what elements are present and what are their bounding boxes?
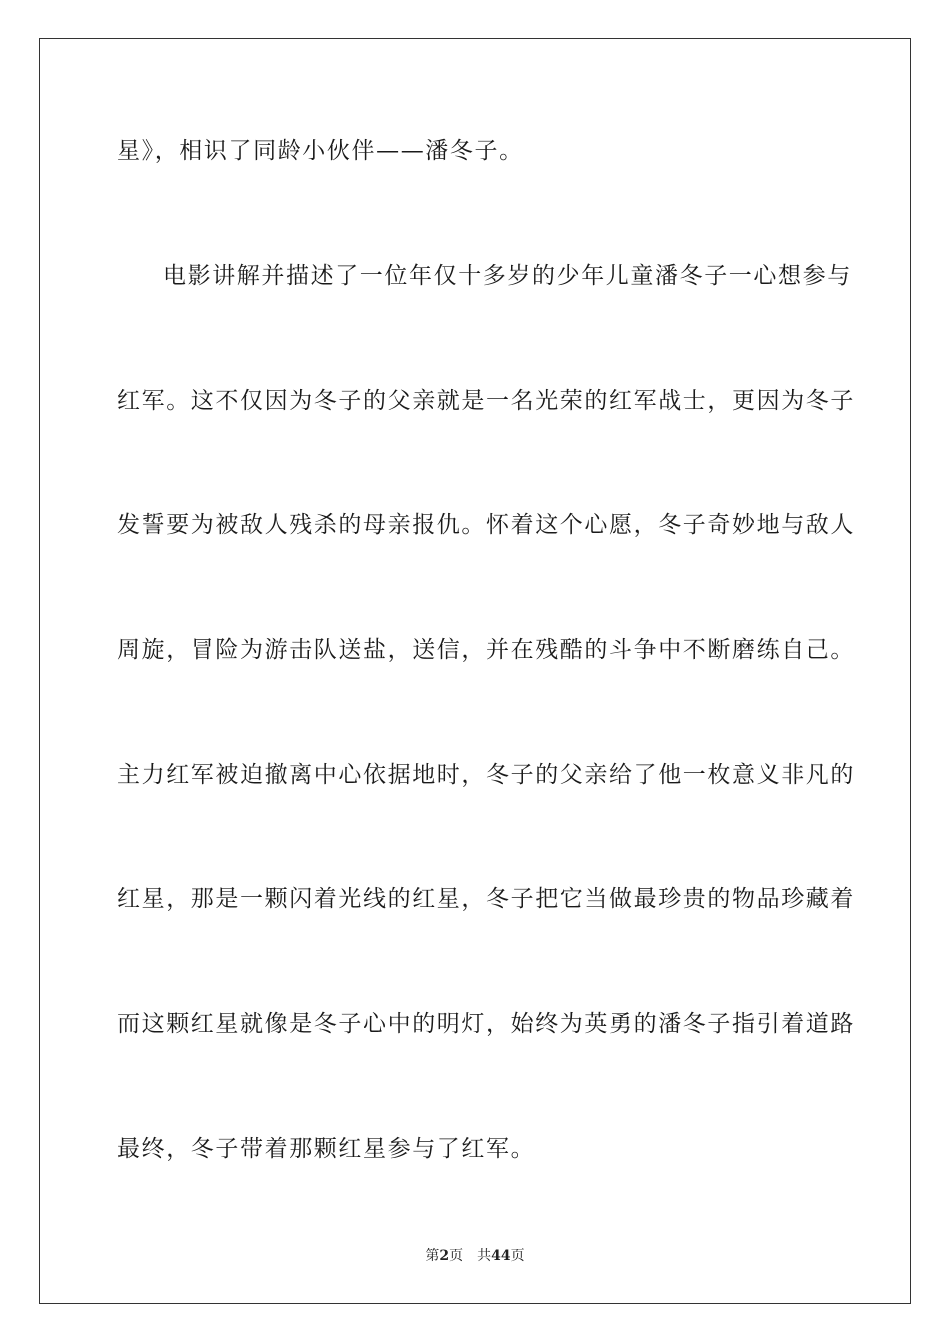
total-suffix: 页 [510, 1248, 525, 1264]
page-footer [0, 1247, 950, 1265]
text-line-9: 最终，冬子带着那颗红星参与了红军。 [117, 1136, 536, 1162]
page-suffix: 页 [449, 1248, 464, 1264]
text-line-5: 周旋，冒险为游击队送盐，送信，并在残酷的斗争中不断磨练自己。 [117, 637, 855, 663]
total-pages: 44 [491, 1248, 511, 1264]
text-line-2: 电影讲解并描述了一位年仅十多岁的少年儿童潘冬子一心想参与 [163, 263, 852, 289]
total-prefix: 共 [477, 1248, 492, 1264]
text-line-3: 红军。这不仅因为冬子的父亲就是一名光荣的红军战士，更因为冬子 [117, 388, 855, 414]
text-line-8: 而这颗红星就像是冬子心中的明灯，始终为英勇的潘冬子指引着道路 [117, 1011, 855, 1037]
text-line-7: 红星，那是一颗闪着光线的红星，冬子把它当做最珍贵的物品珍藏着 [117, 886, 855, 912]
page-prefix: 第 [425, 1248, 440, 1264]
text-line-6: 主力红军被迫撤离中心依据地时，冬子的父亲给了他一枚意义非凡的 [117, 762, 855, 788]
page-border [39, 38, 911, 1304]
text-line-1: 星》，相识了同龄小伙伴——潘冬子。 [117, 138, 524, 164]
page-number: 2 [439, 1248, 450, 1264]
text-line-4: 发誓要为被敌人残杀的母亲报仇。怀着这个心愿，冬子奇妙地与敌人 [117, 512, 855, 538]
